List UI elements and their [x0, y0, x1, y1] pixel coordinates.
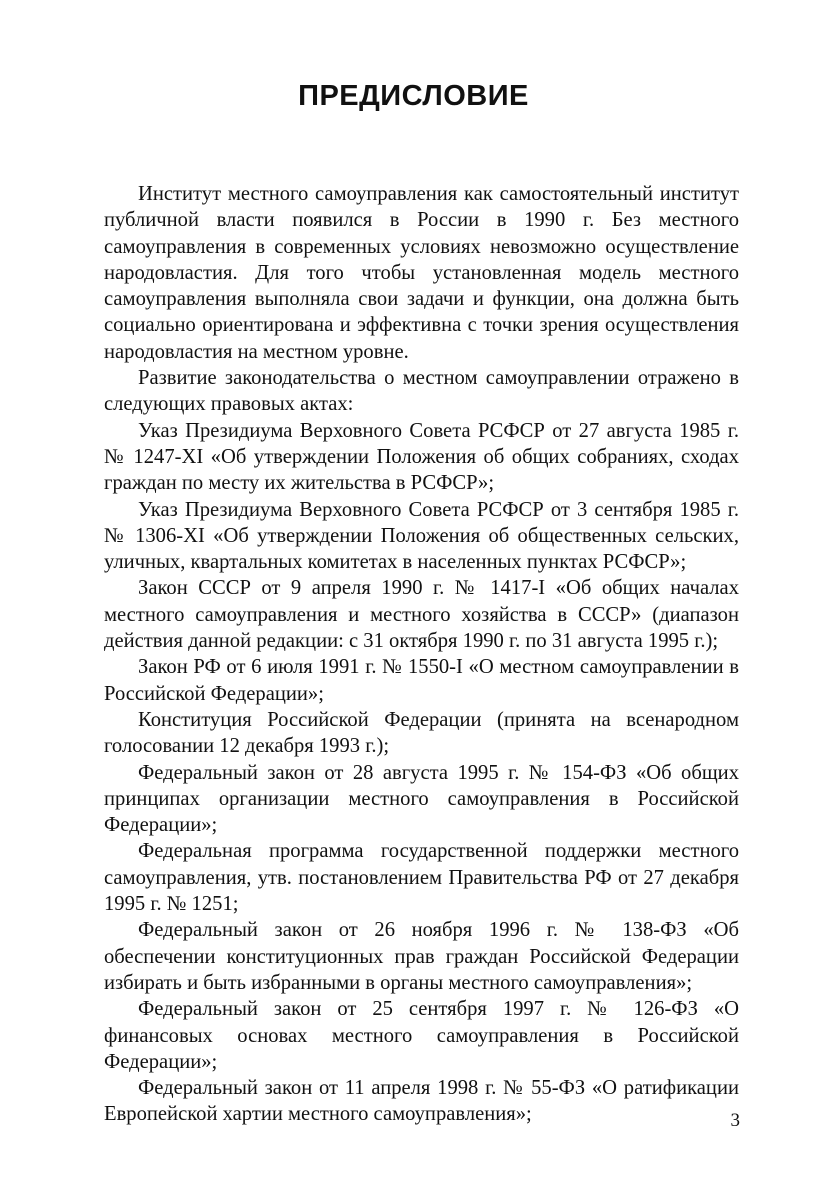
intro-paragraph: Институт местного самоуправления как самостоятельный институт публичной власти появился в России в 1990 г. Без местного самоуправления в современных условиях невозможно осуществление народовластия. Для того чтобы установленная модель местного самоуправления выполняла свои задачи и функции, она должна быть социально ориентирована и эффективна с точки зрения осуществления народовластия на местном уровне. [104, 183, 739, 363]
legal-act-item: Указ Президиума Верховного Совета РСФСР от 27 августа 1985 г. № 1247-XI «Об утверждении Положения об общих собраниях, сходах граждан по месту их жительства в РСФСР»; [104, 419, 739, 495]
body-text [104, 181, 739, 1128]
page-title: ПРЕДИСЛОВИЕ [298, 80, 529, 112]
legal-act-item: Федеральный закон от 11 апреля 1998 г. № 55-ФЗ «О ратификации Европейской хартии местного самоуправления»; [104, 1077, 739, 1126]
legal-act-item: Федеральный закон от 25 сентября 1997 г. № 126-ФЗ «О финансовых основах местного самоуправления в Российской Федерации»; [104, 998, 739, 1073]
legal-act-item: Указ Президиума Верховного Совета РСФСР от 3 сентября 1985 г. № 1306-XI «Об утверждении Положения об общественных сельских, уличных, квартальных комитетах в населенных пунктах РСФСР»; [104, 498, 739, 574]
legal-act-item: Федеральная программа государственной поддержки местного самоуправления, утв. постановлением Правительства РФ от 27 декабря 1995 г. № 1251; [104, 840, 739, 916]
legal-act-item: Федеральный закон от 28 августа 1995 г. № 154-ФЗ «Об общих принципах организации местного самоуправления в Российской Федерации»; [104, 761, 739, 837]
legal-act-item: Закон РФ от 6 июля 1991 г. № 1550-I «О местном самоуправлении в Российской Федерации»; [104, 656, 739, 705]
legislation-intro-paragraph: Развитие законодательства о местном самоуправлении отражено в следующих правовых актах: [104, 367, 739, 416]
legal-act-item: Федеральный закон от 26 ноября 1996 г. № 138-ФЗ «Об обеспечении конституционных прав граждан Российской Федерации избирать и быть избранными в органы местного самоуправления»; [104, 919, 739, 994]
legal-act-item: Закон СССР от 9 апреля 1990 г. № 1417-I «Об общих началах местного самоуправления и местного хозяйства в СССР» (диапазон действия данной редакции: с 31 октября 1990 г. по 31 августа 1995 г.); [104, 577, 739, 653]
page-number: 3 [730, 1110, 740, 1131]
legal-act-item: Конституция Российской Федерации (принята на всенародном голосовании 12 декабря 1993 г.); [104, 708, 739, 758]
